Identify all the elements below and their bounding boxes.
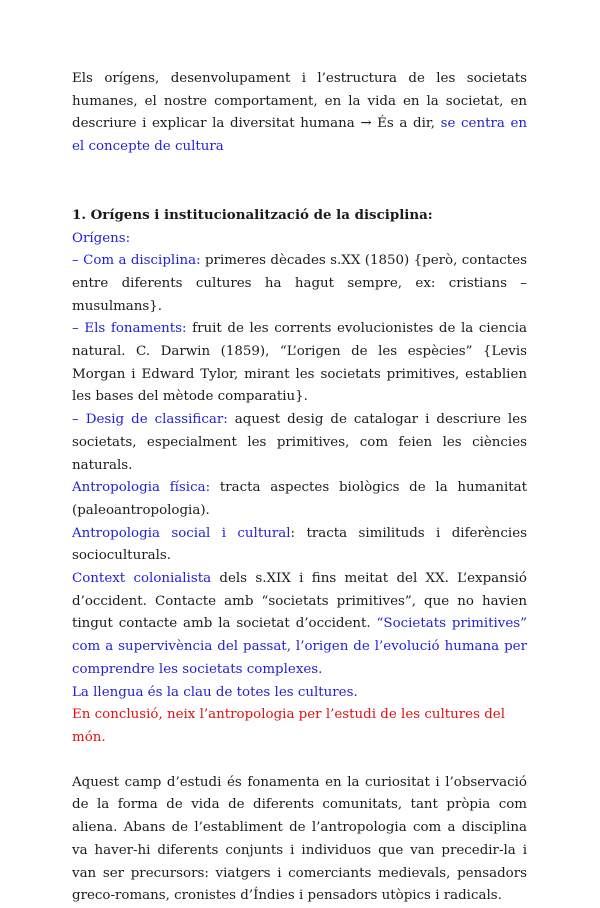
intro-highlight: se centra en el concepte de cultura [72,116,528,155]
item-label: – Els fonaments: [72,321,187,337]
list-item: Antropologia social i cultural: tracta similituds i diferències socioculturals. [72,525,527,564]
item-label: Antropologia social i cultural [72,525,291,541]
list-item: Antropologia física: tracta aspectes biològics de la humanitat (paleoantropologia). [72,480,528,518]
document-page [72,68,527,908]
item-label: – Com a disciplina: [72,253,201,269]
list-item: – Els fonaments: fruit de les corrents evolucionistes de la ciencia natural. C. Darwin (1859), “L’origen de les espècies” {Levis Morgan i Edward Tylor, mirant les societats primitives, establien les bases del mètode comparatiu}. [72,321,527,405]
item-label: – Desig de classificar: [72,412,228,428]
section-heading: 1. Orígens i institucionalització de la disciplina: [72,206,433,223]
item-label: Antropologia física: [72,480,211,496]
list-item: – Desig de classificar: aquest desig de catalogar i descriure les societats, especialment les primitives, com feien les ciències naturals. [72,412,527,473]
closing-paragraph: Aquest camp d’estudi és fonamenta en la curiositat i l’observació de la forma de vida de diferents comunitats, tant pròpia com aliena. Abans de l’establiment de l’antropologia com a disciplina va haver-hi diferents conjunts i individuos que van precedir-la i van ser precursors: viatgers i comerciants medievals, pensadors greco-romans, cronistes d’Índies i pensadors utòpics i radicals. [72,774,527,904]
conclusion-line: En conclusió, neix l’antropologia per l’estudi de les cultures del món. [72,707,506,745]
item-label: Context colonialista [72,571,212,587]
language-line: La llengua és la clau de totes les cultures. [72,684,358,700]
colonial-highlight: “Societats primitives” com a supervivència del passat, l’origen de l’evolució humana per comprendre les societats complexes. [72,616,527,677]
section-subheading: Orígens: [72,230,131,246]
intro-paragraph: Els orígens, desenvolupament i l’estructura de les societats humanes, el nostre comportament, en la vida en la societat, en descriure i explicar la diversitat humana → És a dir, se centra en el concepte de cultura [72,71,528,155]
colonial-paragraph: Context colonialista dels s.XIX i fins meitat del XX. L’expansió d’occident. Contacte amb “societats primitives”, que no havien tingut contacte amb la societat d’occident. “Societats primitives” com a supervivència del passat, l’origen de l’evolució humana per comprendre les societats complexes. [72,571,527,677]
list-item: – Com a disciplina: primeres dècades s.XX (1850) {però, contactes entre diferents cultures ha hagut sempre, ex: cristians – musulmans}. [72,253,527,314]
